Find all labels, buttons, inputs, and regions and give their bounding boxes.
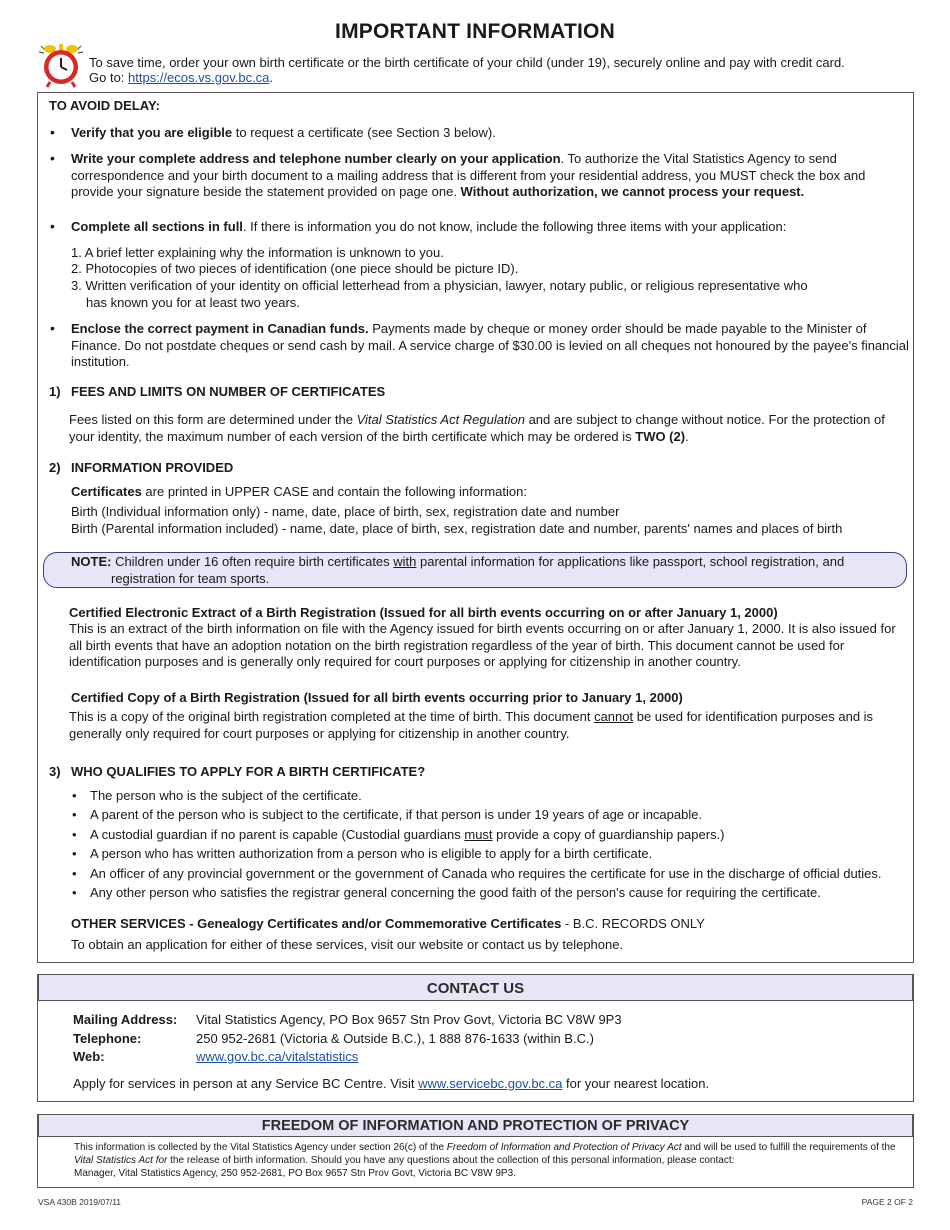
bullet-payment: Enclose the correct payment in Canadian funds. Payments made by cheque or money order should be made payable to the Minister of Finance. Do not postdate cheques or send cash by mail. A service charge of $30.00 is levied on all cheques not honoured by the payee's financial institution.: [71, 321, 909, 369]
list-item: has known you for at least two years.: [86, 295, 300, 310]
bullet-icon: •: [72, 827, 77, 842]
avoid-delay-heading: TO AVOID DELAY:: [49, 98, 160, 113]
other-services: OTHER SERVICES - Genealogy Certificates and/or Commemorative Certificates - B.C. RECORDS ONLY: [71, 916, 705, 931]
bullet-address: Write your complete address and telephone number clearly on your application. To authorize the Vital Statistics Agency to send correspondence and your birth document to a mailing address that is different from your residential address, you MUST check the box and provide your signature beside the statement provided on page one. Without authorization, we cannot process your request.: [71, 151, 866, 199]
bullet-icon: •: [50, 150, 55, 166]
mailing-value: Vital Statistics Agency, PO Box 9657 Stn Prov Govt, Victoria BC V8W 9P3: [196, 1012, 622, 1027]
extract-heading: Certified Electronic Extract of a Birth Registration (Issued for all birth events occurring on or after January 1, 2000): [69, 605, 778, 620]
list-item: 2. Photocopies of two pieces of identification (one piece should be picture ID).: [71, 261, 519, 276]
note-text-2: registration for team sports.: [111, 571, 270, 586]
section1-text: Fees listed on this form are determined under the Vital Statistics Act Regulation and are subject to change without notice. For the protection of your identity, the maximum number of each version of the birth certificate which may be ordered is TWO (2).: [69, 412, 885, 444]
bullet-icon: •: [72, 866, 77, 881]
foi-heading: FREEDOM OF INFORMATION AND PROTECTION OF PRIVACY: [38, 1114, 913, 1137]
intro-text: To save time, order your own birth certificate or the birth certificate of your child (under 19), securely online and pay with credit card. Go to: https://ecos.vs.gov.bc.ca.: [89, 55, 845, 85]
certificates-text: Certificates are printed in UPPER CASE and contain the following information:: [71, 484, 527, 499]
other-services-text: To obtain an application for either of these services, visit our website or contact us by telephone.: [71, 937, 624, 952]
list-item: 1. A brief letter explaining why the information is unknown to you.: [71, 245, 444, 260]
ecos-link[interactable]: https://ecos.vs.gov.bc.ca: [128, 70, 270, 85]
copy-text: This is a copy of the original birth registration completed at the time of birth. This document cannot be used for identification purposes and is generally only required for court purposes or applying for citizenship in another country.: [69, 709, 874, 741]
list-item: Any other person who satisfies the registrar general concerning the good faith of the person's cause for requiring the certificate.: [90, 885, 821, 900]
servicebc-link[interactable]: www.servicebc.gov.bc.ca: [418, 1076, 563, 1091]
birth-individual-line: Birth (Individual information only) - name, date, place of birth, sex, registration date and number: [71, 504, 620, 519]
list-item: The person who is the subject of the certificate.: [90, 788, 362, 803]
section-number: 3): [49, 764, 61, 779]
list-item: A custodial guardian if no parent is capable (Custodial guardians must provide a copy of guardianship papers.): [90, 827, 725, 842]
telephone-value: 250 952-2681 (Victoria & Outside B.C.), 1 888 876-1633 (within B.C.): [196, 1031, 594, 1046]
section2-heading: INFORMATION PROVIDED: [71, 460, 234, 475]
bullet-icon: •: [72, 846, 77, 861]
copy-heading: Certified Copy of a Birth Registration (Issued for all birth events occurring prior to January 1, 2000): [71, 690, 683, 705]
note-text: NOTE: Children under 16 often require birth certificates with parental information for applications like passport, school registration, and: [71, 554, 845, 569]
foi-contact: Manager, Vital Statistics Agency, 250 952-2681, PO Box 9657 Stn Prov Govt, Victoria BC V8W 9P3.: [74, 1168, 516, 1179]
section-number: 1): [49, 384, 61, 399]
mailing-label: Mailing Address:: [73, 1012, 178, 1027]
page-title: IMPORTANT INFORMATION: [335, 20, 615, 43]
bullet-icon: •: [50, 218, 55, 234]
list-item: A person who has written authorization from a person who is eligible to apply for a birth certificate.: [90, 846, 653, 861]
bullet-eligible: Verify that you are eligible to request a certificate (see Section 3 below).: [71, 125, 496, 140]
page-number: PAGE 2 OF 2: [861, 1197, 913, 1207]
section-number: 2): [49, 460, 61, 475]
alarm-clock-icon: [38, 40, 84, 88]
web-label: Web:: [73, 1049, 105, 1064]
apply-text: Apply for services in person at any Service BC Centre. Visit www.servicebc.gov.bc.ca for your nearest location.: [73, 1076, 710, 1091]
bullet-complete: Complete all sections in full. If there is information you do not know, include the following three items with your application:: [71, 219, 787, 234]
bullet-icon: •: [72, 885, 77, 900]
section3-heading: WHO QUALIFIES TO APPLY FOR A BIRTH CERTIFICATE?: [71, 764, 426, 779]
list-item: A parent of the person who is subject to the certificate, if that person is under 19 years of age or incapable.: [90, 807, 703, 822]
web-link[interactable]: www.gov.bc.ca/vitalstatistics: [196, 1049, 359, 1064]
list-item: An officer of any provincial government or the government of Canada who requires the certificate for use in the discharge of official duties.: [90, 866, 882, 881]
bullet-icon: •: [72, 788, 77, 803]
telephone-label: Telephone:: [73, 1031, 142, 1046]
section1-heading: FEES AND LIMITS ON NUMBER OF CERTIFICATES: [71, 384, 386, 399]
contact-heading: CONTACT US: [38, 974, 913, 1001]
foi-text: This information is collected by the Vital Statistics Agency under section 26(c) of the Freedom of Information and Protection of Privacy Act and will be used to fulfill the requirements of the Vital Statistics Act for the release of birth information. Should you have any questions about the collection of this personal information, please contact:: [74, 1142, 896, 1166]
extract-text: This is an extract of the birth information on file with the Agency issued for birth events occurring on or after January 1, 2000. It is also issued for all birth events that have an adoption notation on the birth registration regardless of the year of birth. This document cannot be used for identification purposes and is generally only required for court purposes or applying for citizenship in another country.: [69, 621, 896, 669]
bullet-icon: •: [50, 320, 55, 336]
form-id: VSA 430B 2019/07/11: [38, 1197, 122, 1207]
birth-parental-line: Birth (Parental information included) - name, date, place of birth, sex, registration date and number, parents' names and places of birth: [71, 521, 843, 536]
bullet-icon: •: [72, 807, 77, 822]
bullet-icon: •: [50, 124, 55, 140]
list-item: 3. Written verification of your identity on official letterhead from a physician, lawyer, notary public, or religious representative who: [71, 278, 808, 293]
